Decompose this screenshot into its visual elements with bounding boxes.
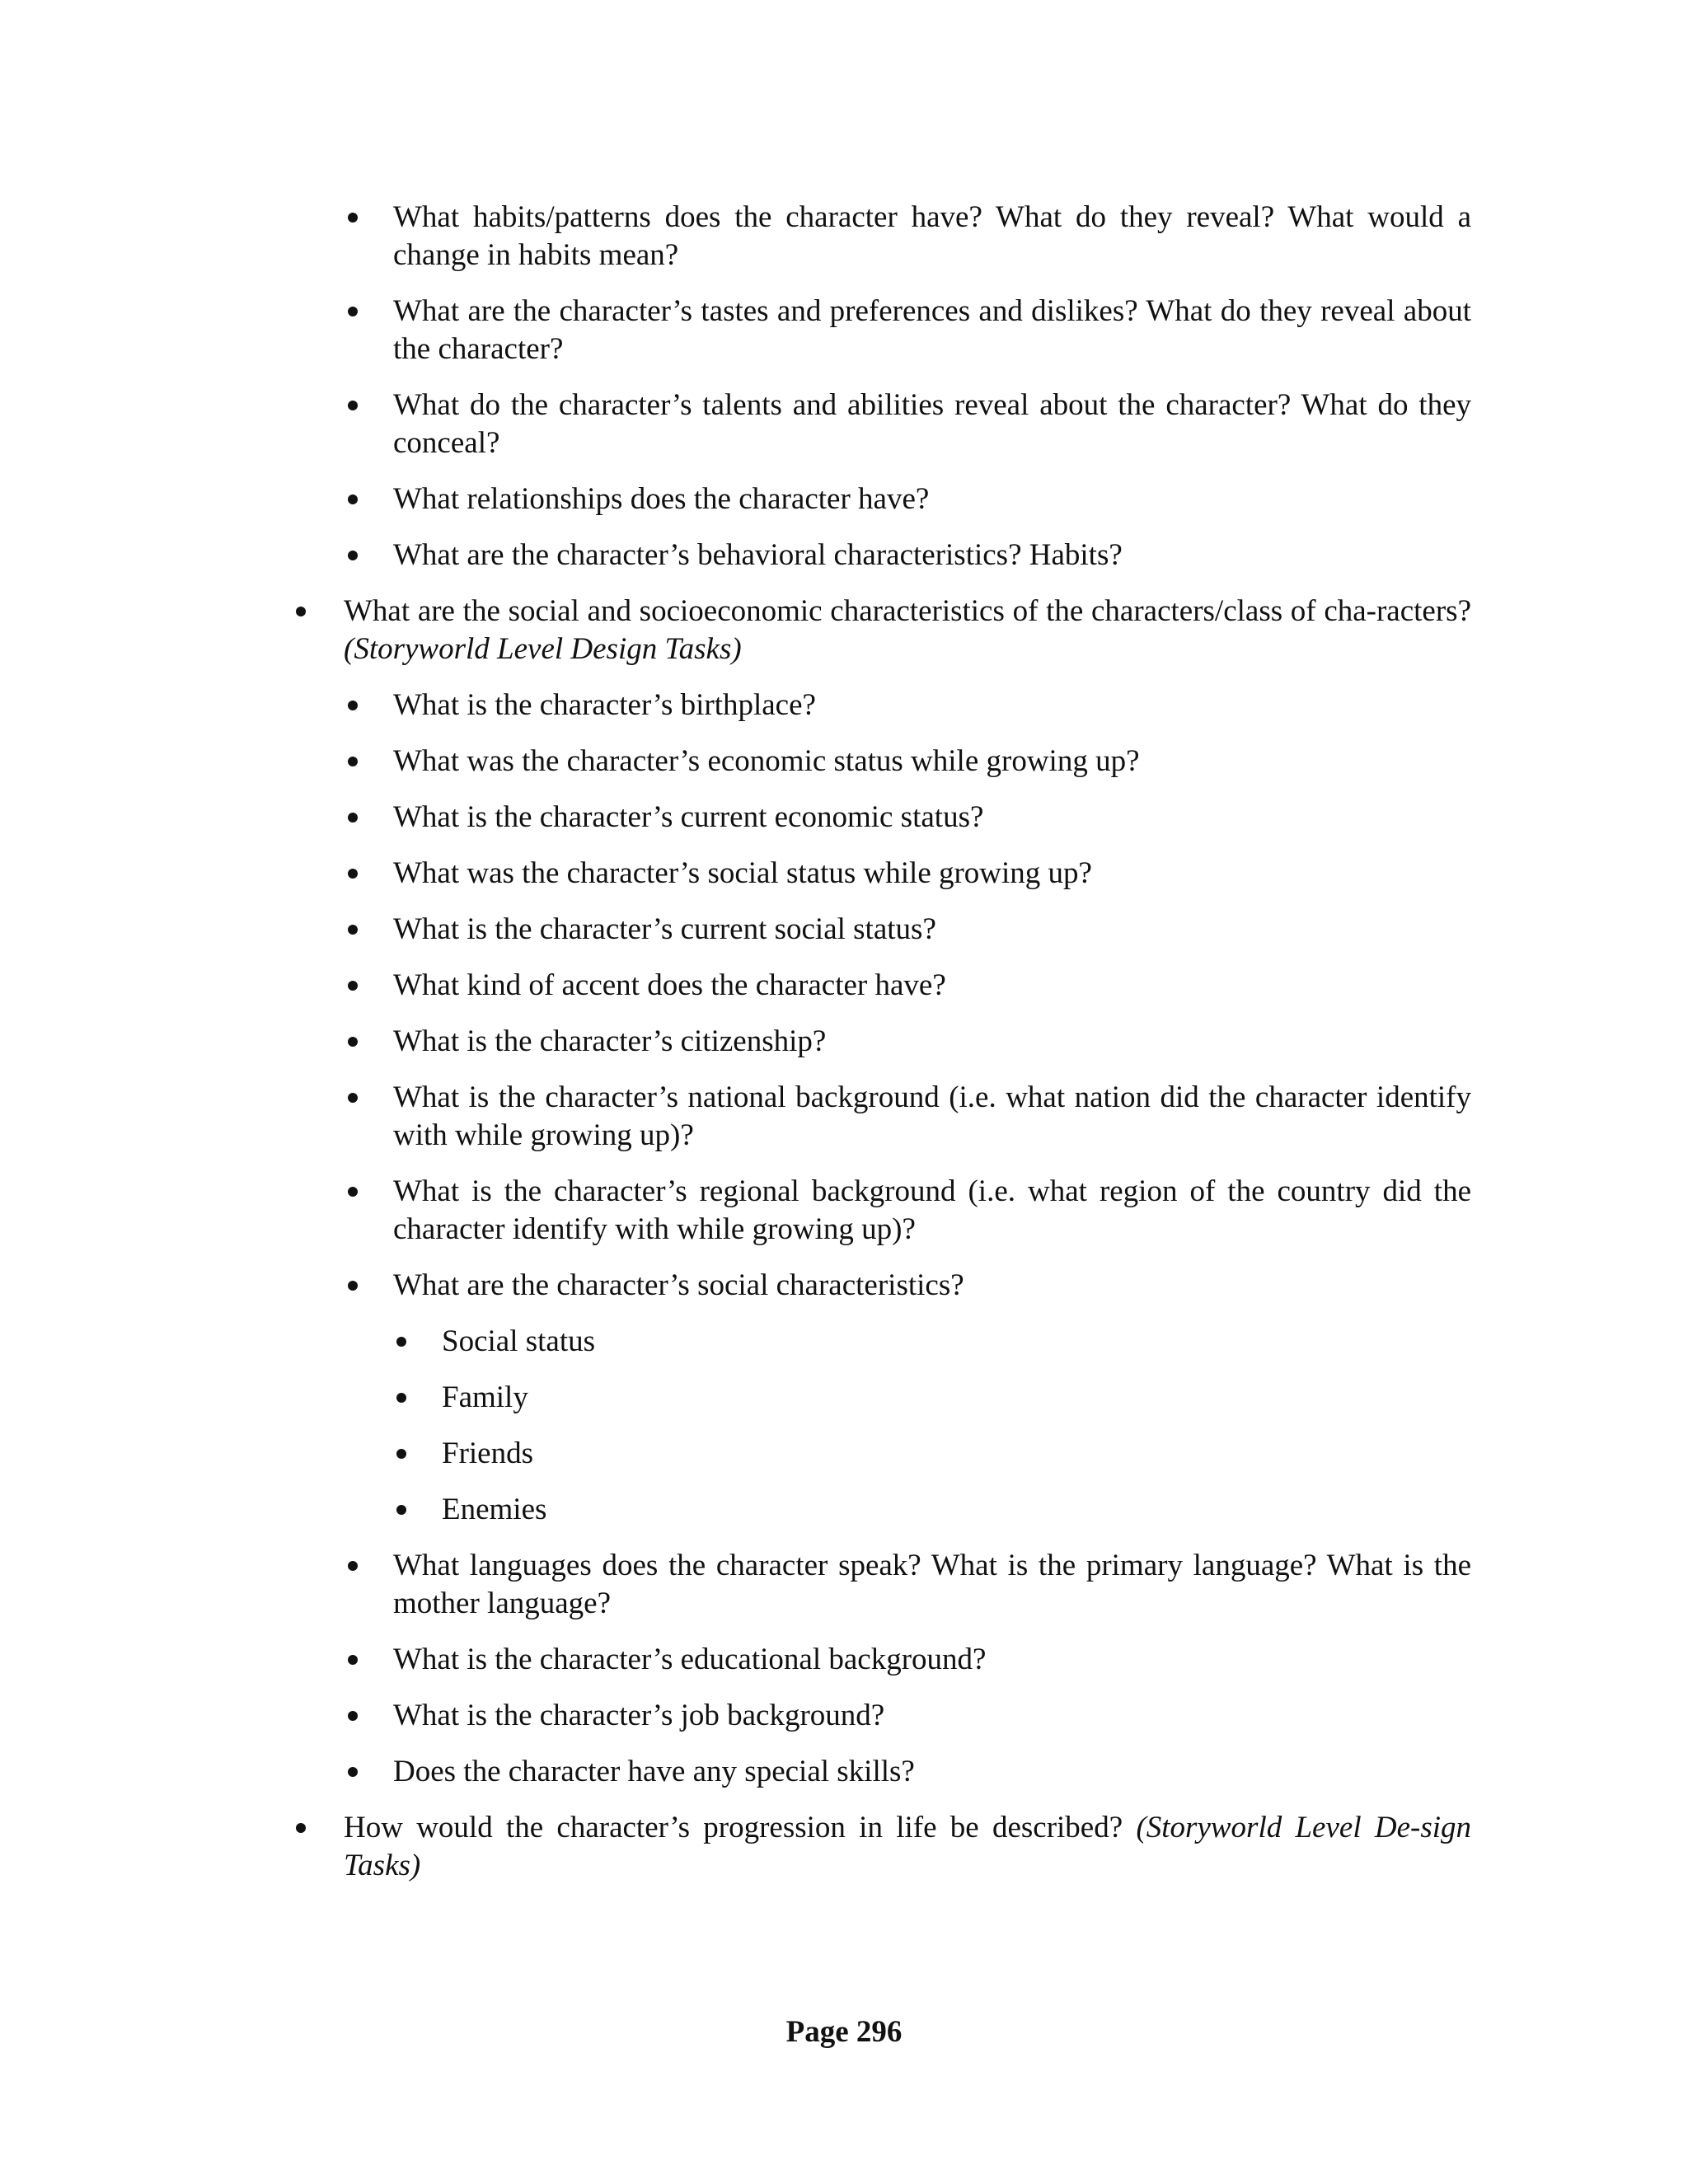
list-item xyxy=(393,1173,1471,1249)
bullet-icon xyxy=(348,757,358,766)
list-item-note: (Storyworld Level De-sign Tasks) xyxy=(344,1811,1472,1882)
list-item-text: What is the character’s educational background? xyxy=(393,1643,987,1676)
list-item xyxy=(393,1547,1471,1623)
list-item xyxy=(393,967,1471,1005)
bullet-icon xyxy=(348,213,358,223)
list-item xyxy=(393,911,1471,949)
bullet-icon xyxy=(348,307,358,316)
list-item xyxy=(442,1435,1471,1473)
bullet-icon xyxy=(348,701,358,710)
bullet-icon xyxy=(296,607,306,616)
bullet-icon xyxy=(348,1711,358,1721)
list-item-text: What was the character’s economic status while growing up? xyxy=(393,744,1140,778)
list-item xyxy=(393,743,1471,780)
bullet-icon xyxy=(348,551,358,560)
list-item-text: What is the character’s national background (i.e. what nation did the character identify with while growing up)? xyxy=(393,1080,1471,1152)
list-item-text: What is the character’s current social status? xyxy=(393,912,936,946)
list-item-text: What do the character’s talents and abilities reveal about the character? What do they conceal? xyxy=(393,388,1471,460)
list-item-text: What relationships does the character have? xyxy=(393,482,930,516)
list-item-text: What habits/patterns does the character have? What do they reveal? What would a change in habits mean? xyxy=(393,200,1471,272)
list-item xyxy=(393,799,1471,837)
list-item-text: What are the character’s social characteristics? xyxy=(393,1268,964,1302)
list-item xyxy=(393,855,1471,893)
list-item-text: What are the character’s behavioral characteristics? Habits? xyxy=(393,538,1123,572)
bullet-icon xyxy=(348,1187,358,1197)
bullet-icon xyxy=(348,925,358,935)
list-item-text: What is the character’s citizenship? xyxy=(393,1024,827,1058)
list-item xyxy=(442,1323,1471,1361)
bullet-icon xyxy=(348,1655,358,1665)
list-item xyxy=(393,1023,1471,1061)
list-item-note: (Storyworld Level Design Tasks) xyxy=(344,632,742,666)
list-item-text: Social status xyxy=(442,1324,596,1358)
list-item xyxy=(393,1753,1471,1791)
list-item-text: What kind of accent does the character have? xyxy=(393,968,946,1002)
list-item xyxy=(393,387,1471,462)
bullet-icon xyxy=(348,1037,358,1047)
list-item xyxy=(344,593,1471,668)
bullet-icon xyxy=(348,1093,358,1103)
bullet-icon xyxy=(396,1505,406,1515)
list-item xyxy=(442,1379,1471,1417)
list-item-text: What was the character’s social status while growing up? xyxy=(393,856,1092,890)
list-item xyxy=(393,537,1471,574)
list-item xyxy=(393,480,1471,518)
list-item-text: What is the character’s current economic status? xyxy=(393,800,984,834)
bullet-icon xyxy=(348,1281,358,1291)
list-item-text: What is the character’s job background? xyxy=(393,1699,885,1732)
bullet-icon xyxy=(348,494,358,504)
bullet-icon xyxy=(348,1767,358,1777)
bullet-icon xyxy=(396,1337,406,1347)
page-number: Page 296 xyxy=(785,2015,903,2049)
list-item xyxy=(393,1697,1471,1735)
list-item-text: How would the character’s progression in life be described? xyxy=(344,1811,1123,1844)
bullet-icon xyxy=(348,869,358,879)
list-item xyxy=(344,1809,1471,1885)
list-item xyxy=(393,687,1471,724)
list-item xyxy=(442,1491,1471,1529)
bullet-icon xyxy=(296,1823,306,1833)
list-item-text: What is the character’s regional background (i.e. what region of the country did the character identify with while growing up)? xyxy=(393,1174,1471,1246)
list-item-text: What is the character’s birthplace? xyxy=(393,688,816,722)
list-item xyxy=(393,1267,1471,1305)
list-item-text: Friends xyxy=(442,1436,533,1470)
bullet-icon xyxy=(396,1449,406,1459)
list-item-text: Enemies xyxy=(442,1493,547,1526)
list-item-text: Family xyxy=(442,1380,528,1414)
list-item xyxy=(393,293,1471,368)
list-item xyxy=(393,1641,1471,1679)
bullet-icon xyxy=(348,401,358,410)
list-item xyxy=(393,199,1471,274)
list-item xyxy=(393,1079,1471,1155)
bullet-icon xyxy=(348,981,358,991)
bullet-icon xyxy=(348,1561,358,1571)
bullet-icon xyxy=(348,813,358,823)
list-item-text: What are the character’s tastes and preferences and dislikes? What do they reveal about the character? xyxy=(393,294,1471,366)
bullet-icon xyxy=(396,1393,406,1403)
list-item-text: Does the character have any special skills? xyxy=(393,1755,915,1788)
list-item-text: What languages does the character speak? What is the primary language? What is the mother language? xyxy=(393,1549,1471,1620)
list-item-text: What are the social and socioeconomic characteristics of the characters/class of cha-racters? xyxy=(344,594,1471,628)
